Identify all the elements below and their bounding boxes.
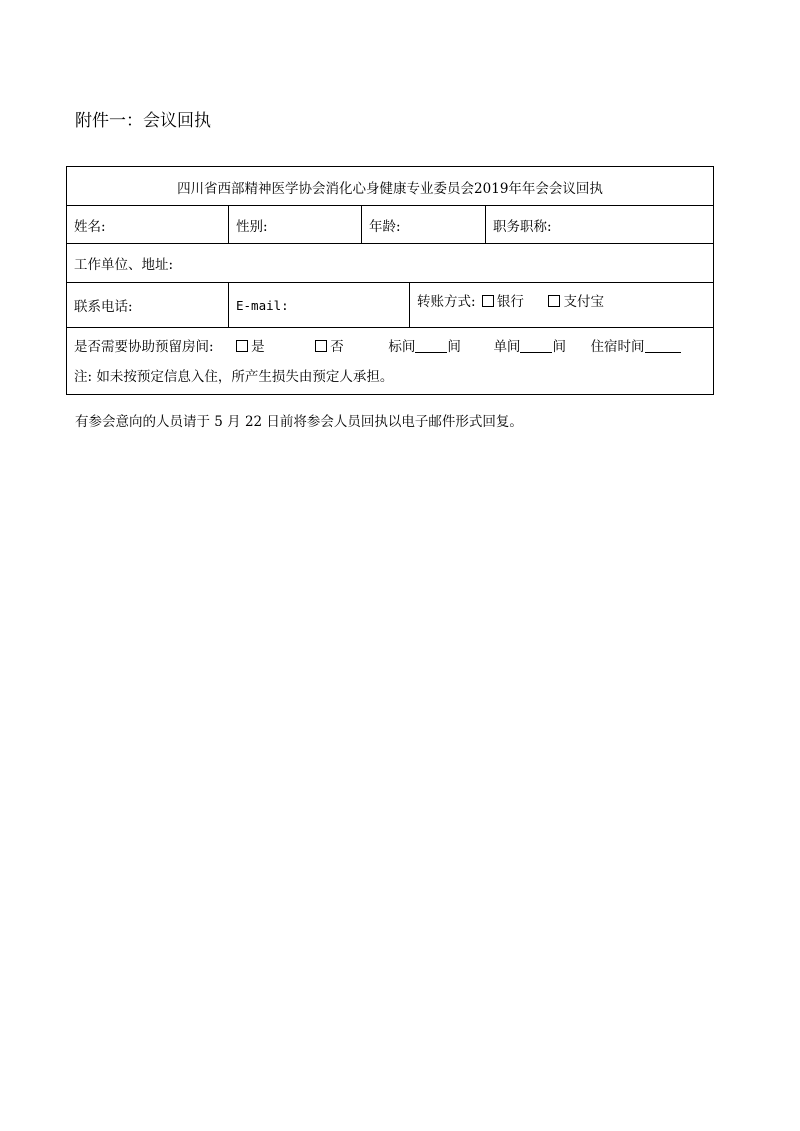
stay-time-field[interactable]	[645, 340, 681, 353]
single-room-label: 单间	[493, 339, 521, 355]
form-title: 四川省西部精神医学协会消化心身健康专业委员会2019年年会会议回执	[177, 181, 603, 197]
standard-room-count-field[interactable]	[415, 340, 447, 353]
single-room-count-field[interactable]	[520, 340, 552, 353]
form-title-row	[67, 167, 713, 206]
reply-form-table	[66, 166, 714, 395]
room-no-checkbox[interactable]	[315, 340, 327, 352]
single-room-unit: 间	[552, 339, 566, 355]
bank-checkbox[interactable]	[482, 295, 494, 307]
footer-note: 有参会意向的人员请于 5 月 22 日前将参会人员回执以电子邮件形式回复。	[75, 414, 523, 430]
gender-cell[interactable]	[228, 206, 361, 243]
room-yes-label: 是	[251, 339, 265, 355]
standard-room-unit: 间	[447, 339, 461, 355]
phone-cell[interactable]	[67, 283, 228, 327]
stay-time-label: 住宿时间	[590, 339, 645, 355]
room-question-line	[74, 335, 681, 355]
age-label: 年龄:	[369, 218, 401, 235]
room-yes-checkbox[interactable]	[236, 340, 248, 352]
position-label: 职务职称:	[493, 218, 552, 235]
age-cell[interactable]	[361, 206, 485, 243]
alipay-checkbox[interactable]	[548, 295, 560, 307]
room-question-label: 是否需要协助预留房间:	[74, 339, 214, 355]
alipay-option-label: 支付宝	[563, 294, 604, 310]
transfer-cell	[409, 283, 713, 327]
bank-option-label: 银行	[496, 294, 524, 310]
workplace-label: 工作单位、地址:	[74, 257, 174, 273]
email-cell[interactable]	[228, 283, 409, 327]
contact-row	[67, 283, 713, 328]
room-notice: 注: 如未按预定信息入住，所产生损失由预定人承担。	[74, 369, 394, 385]
workplace-cell[interactable]	[67, 244, 713, 282]
name-label: 姓名:	[74, 218, 106, 235]
email-label: E-mail:	[236, 297, 289, 313]
name-cell[interactable]	[67, 206, 228, 243]
phone-label: 联系电话:	[74, 299, 133, 315]
position-cell[interactable]	[485, 206, 713, 243]
transfer-label: 转账方式:	[417, 294, 476, 310]
room-no-label: 否	[330, 339, 344, 355]
room-row	[67, 328, 713, 395]
gender-label: 性别:	[236, 218, 268, 235]
workplace-row	[67, 244, 713, 283]
personal-info-row	[67, 206, 713, 244]
attachment-heading: 附件一：会议回执	[75, 111, 211, 131]
standard-room-label: 标间	[388, 339, 416, 355]
